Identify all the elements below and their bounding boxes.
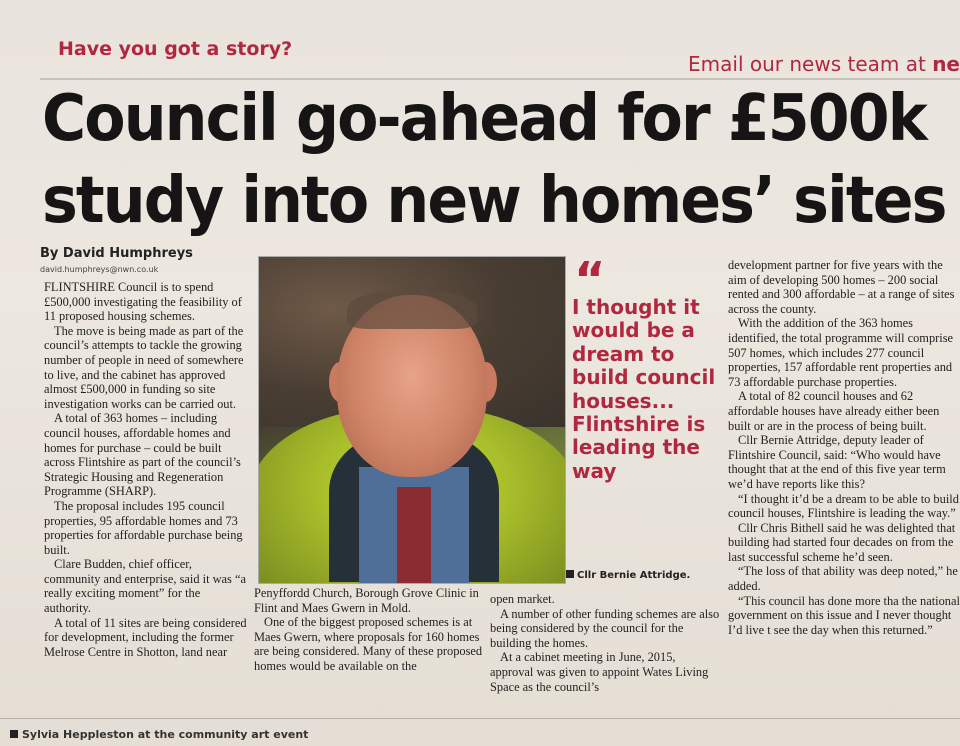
pull-quote: I thought it would be a dream to build council houses... Flintshire is leading the way: [572, 295, 716, 483]
headline-line-1: Council go-ahead for £500k: [42, 82, 926, 156]
paragraph: With the addition of the 363 homes identified, the total programme will comprise 507 homes, which includes 277 council properties, 157 affordable rent properties and 73 affordable purchase properties.: [728, 316, 954, 389]
footer-teaser: [10, 728, 308, 741]
article-column-1: [44, 280, 249, 659]
paragraph: “I thought it’d be a dream to be able to build council houses, Flintshire is leading the way.”: [728, 491, 959, 521]
paragraph: Cllr Chris Bithell said he was delighted that building had started four decades on from the last successful scheme he’d seen.: [728, 520, 956, 564]
paragraph: “This council has done more tha the national government on this issue and I never thought I’d live t see the day when this returned.”: [728, 593, 960, 637]
bullet-square-icon: [566, 570, 574, 578]
paragraph: A number of other funding schemes are also being considered by the council for the building the homes.: [490, 606, 720, 650]
story-prompt: Have you got a story?: [58, 38, 293, 60]
paragraph: A total of 11 sites are being considered for development, including the former Melrose Centre in Shotton, land near: [44, 615, 247, 659]
headline-line-2: study into new homes’ sites: [42, 164, 946, 238]
email-prefix: Email our news team at: [688, 52, 926, 76]
caption-text: Cllr Bernie Attridge.: [577, 570, 691, 581]
quote-mark-icon: “: [574, 252, 606, 308]
author-email: david.humphreys@nwn.co.uk: [40, 265, 159, 274]
councillor-photo: [258, 256, 566, 584]
paragraph: The move is being made as part of the council’s attempts to tackle the growing number of people in need of somewhere to live, and the cabinet has approved almost £500,000 in funding so site investigation works can be carried out.: [44, 323, 244, 411]
email-news-team: [688, 52, 960, 76]
bullet-square-icon: [10, 730, 18, 738]
paragraph: Penyffordd Church, Borough Grove Clinic in Flint and Maes Gwern in Mold.: [254, 586, 479, 615]
tie: [397, 487, 431, 584]
paragraph: open market.: [490, 592, 555, 606]
paragraph: Clare Budden, chief officer, community and enterprise, said it was “a really exciting moment” for the authority.: [44, 557, 246, 616]
paragraph: FLINTSHIRE Council is to spend £500,000 investigating the feasibility of 11 proposed housing schemes.: [44, 280, 242, 324]
hair: [347, 289, 477, 329]
footer-rule: [0, 718, 960, 719]
paragraph: At a cabinet meeting in June, 2015, approval was given to appoint Wates Living Space as the council’s: [490, 650, 709, 694]
byline: By David Humphreys: [40, 246, 193, 261]
paragraph: A total of 82 council houses and 62 affordable houses have already either been built or are in the process of being built.: [728, 389, 940, 433]
headline: [42, 78, 946, 242]
paragraph: “The loss of that ability was deep noted,” he added.: [728, 564, 958, 594]
paragraph: Cllr Bernie Attridge, deputy leader of Flintshire Council, said: “Who would have thought that at the end of this five year term we’d have reports like this?: [728, 433, 946, 491]
header-strip: [40, 34, 960, 74]
paragraph: The proposal includes 195 council properties, 95 affordable homes and 73 properties for affordable purchase being built.: [44, 498, 243, 557]
paragraph: development partner for five years with the aim of developing 500 homes – 200 social rented and 300 affordable – at a range of sites across the county.: [728, 258, 955, 316]
teaser-text: Sylvia Heppleston at the community art event: [22, 728, 309, 741]
photo-caption: [566, 570, 690, 581]
paragraph: One of the biggest proposed schemes is at Maes Gwern, where proposals for 160 homes are being considered. Many of these proposed homes would be available on the: [254, 615, 483, 673]
email-suffix: ne: [932, 52, 960, 76]
article-column-4: [728, 258, 960, 637]
article-column-2: [254, 586, 484, 674]
article-column-3: [490, 592, 720, 694]
paragraph: A total of 363 homes – including council houses, affordable homes and homes for purchase – could be built across Flintshire as part of the council’s Strategic Housing and Regeneration Programme (SHARP).: [44, 411, 241, 499]
